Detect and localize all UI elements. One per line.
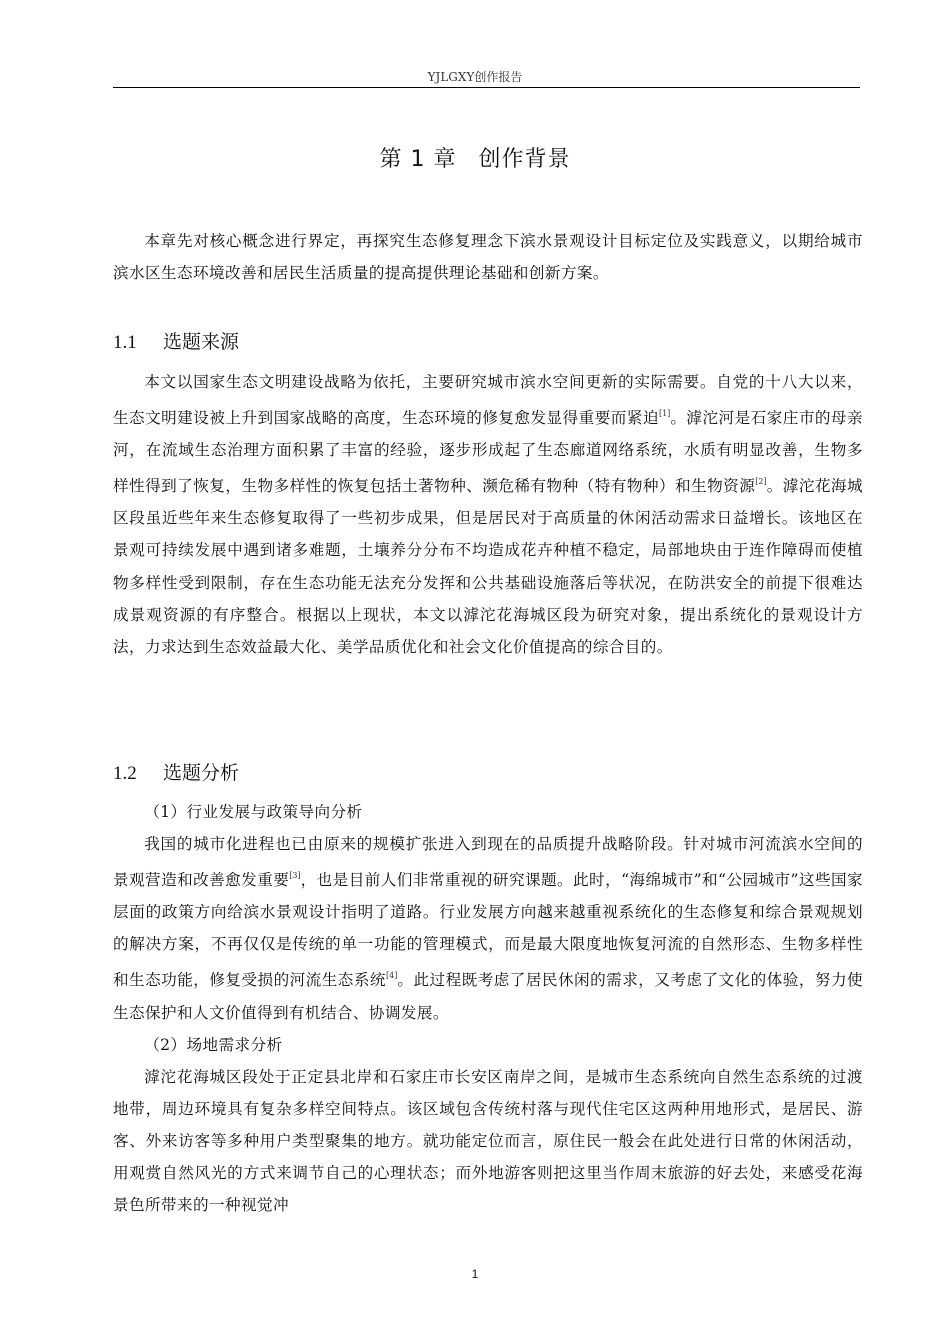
text-run: 。滹沱河是石家庄市的母亲河，在流域生态治理方面积累了丰富的经验，逐步形成起了生态廊道网络系统，水质有明显改善，生物多样性得到了恢复，生物多样性的恢复包括土著物种、濒危稀有物种（特有物种）和生物资源: [113, 409, 863, 496]
section-heading-1-1: [113, 327, 239, 354]
section-1-1-body: [113, 366, 863, 663]
chapter-name: 创作背景: [478, 147, 571, 172]
header-rule: [113, 87, 860, 88]
chapter-label: 第 1 章: [379, 147, 457, 172]
subsection-title-2: （2）场地需求分析: [144, 1035, 283, 1054]
chapter-title: [0, 142, 950, 173]
section-number: 1.1: [113, 332, 137, 353]
section-number: 1.2: [113, 763, 137, 784]
citation-2[interactable]: [2]: [755, 477, 767, 487]
subsection-2-paragraph: 滹沱花海城区段处于正定县北岸和石家庄市长安区南岸之间，是城市生态系统向自然生态系统的过渡地带，周边环境具有复杂多样空间特点。该区域包含传统村落与现代住宅区这两种用地形式，是居民、游客、外来访客等多种用户类型聚集的地方。就功能定位而言，原住民一般会在此处进行日常的休闲活动，用观赏自然风光的方式来调节自己的心理状态；而外地游客则把这里当作周末旅游的好去处，来感受花海景色所带来的一种视觉冲: [113, 1067, 863, 1215]
text-run: 。滹沱花海城区段虽近些年来生态修复取得了一些初步成果，但是居民对于高质量的休闲活动需求日益增长。该地区在景观可持续发展中遇到诸多难题，土壤养分分布不均造成花卉种植不稳定，局部地块由于连作障碍而使植物多样性受到限制，存在生态功能无法充分发挥和公共基础设施落后等状况，在防洪安全的前提下很难达成景观资源的有序整合。根据以上现状，本文以滹沱花海城区段为研究对象，提出系统化的景观设计方法，力求达到生态效益最大化、美学品质优化和社会文化价值提高的综合目的。: [113, 477, 863, 656]
intro-paragraph: 本章先对核心概念进行界定，再探究生态修复理念下滨水景观设计目标定位及实践意义，以期给城市滨水区生态环境改善和居民生活质量的提高提供理论基础和创新方案。: [113, 232, 863, 283]
section-1-1-paragraph: [113, 366, 863, 663]
section-title: 选题分析: [163, 762, 240, 784]
running-header: YJLGXY创作报告: [427, 70, 523, 84]
section-title: 选题来源: [163, 331, 240, 353]
subsection-title-1: （1）行业发展与政策导向分析: [144, 803, 363, 821]
subsection-1-paragraph: [113, 828, 863, 1029]
citation-4[interactable]: [4]: [385, 971, 398, 981]
section-heading-1-2: [113, 758, 239, 785]
section-1-2-body: [113, 796, 863, 1221]
intro-block: [113, 225, 863, 289]
text-run: 。此过程既考虑了居民休闲的需求，又考虑了文化的体验，努力使生态保护和人文价值得到有机结合、协调发展。: [113, 971, 863, 1022]
text-run: 我国的城市化进程也已由原来的规模扩张进入到现在的品质提升战略阶段。针对城市河流滨水空间的景观营造和改善愈发重要: [113, 835, 863, 890]
text-run: 本文以国家生态文明建设战略为依托，主要研究城市滨水空间更新的实际需要。自党的十八大以来，生态文明建设被上升到国家战略的高度，生态环境的修复愈发显得重要而紧迫: [113, 373, 863, 428]
page-number: 1: [471, 1267, 479, 1281]
citation-3[interactable]: [3]: [289, 871, 301, 881]
citation-1[interactable]: [1]: [658, 409, 671, 419]
text-run: ，也是目前人们非常重视的研究课题。此时，“海绵城市”和“公园城市”这些国家层面的政策方向给滨水景观设计指明了道路。行业发展方向越来越重视系统化的生态修复和综合景观规划的解决方案，不再仅仅是传统的单一功能的管理模式，而是最大限度地恢复河流的自然形态、生物多样性和生态功能，修复受损的河流生态系统: [113, 871, 863, 990]
